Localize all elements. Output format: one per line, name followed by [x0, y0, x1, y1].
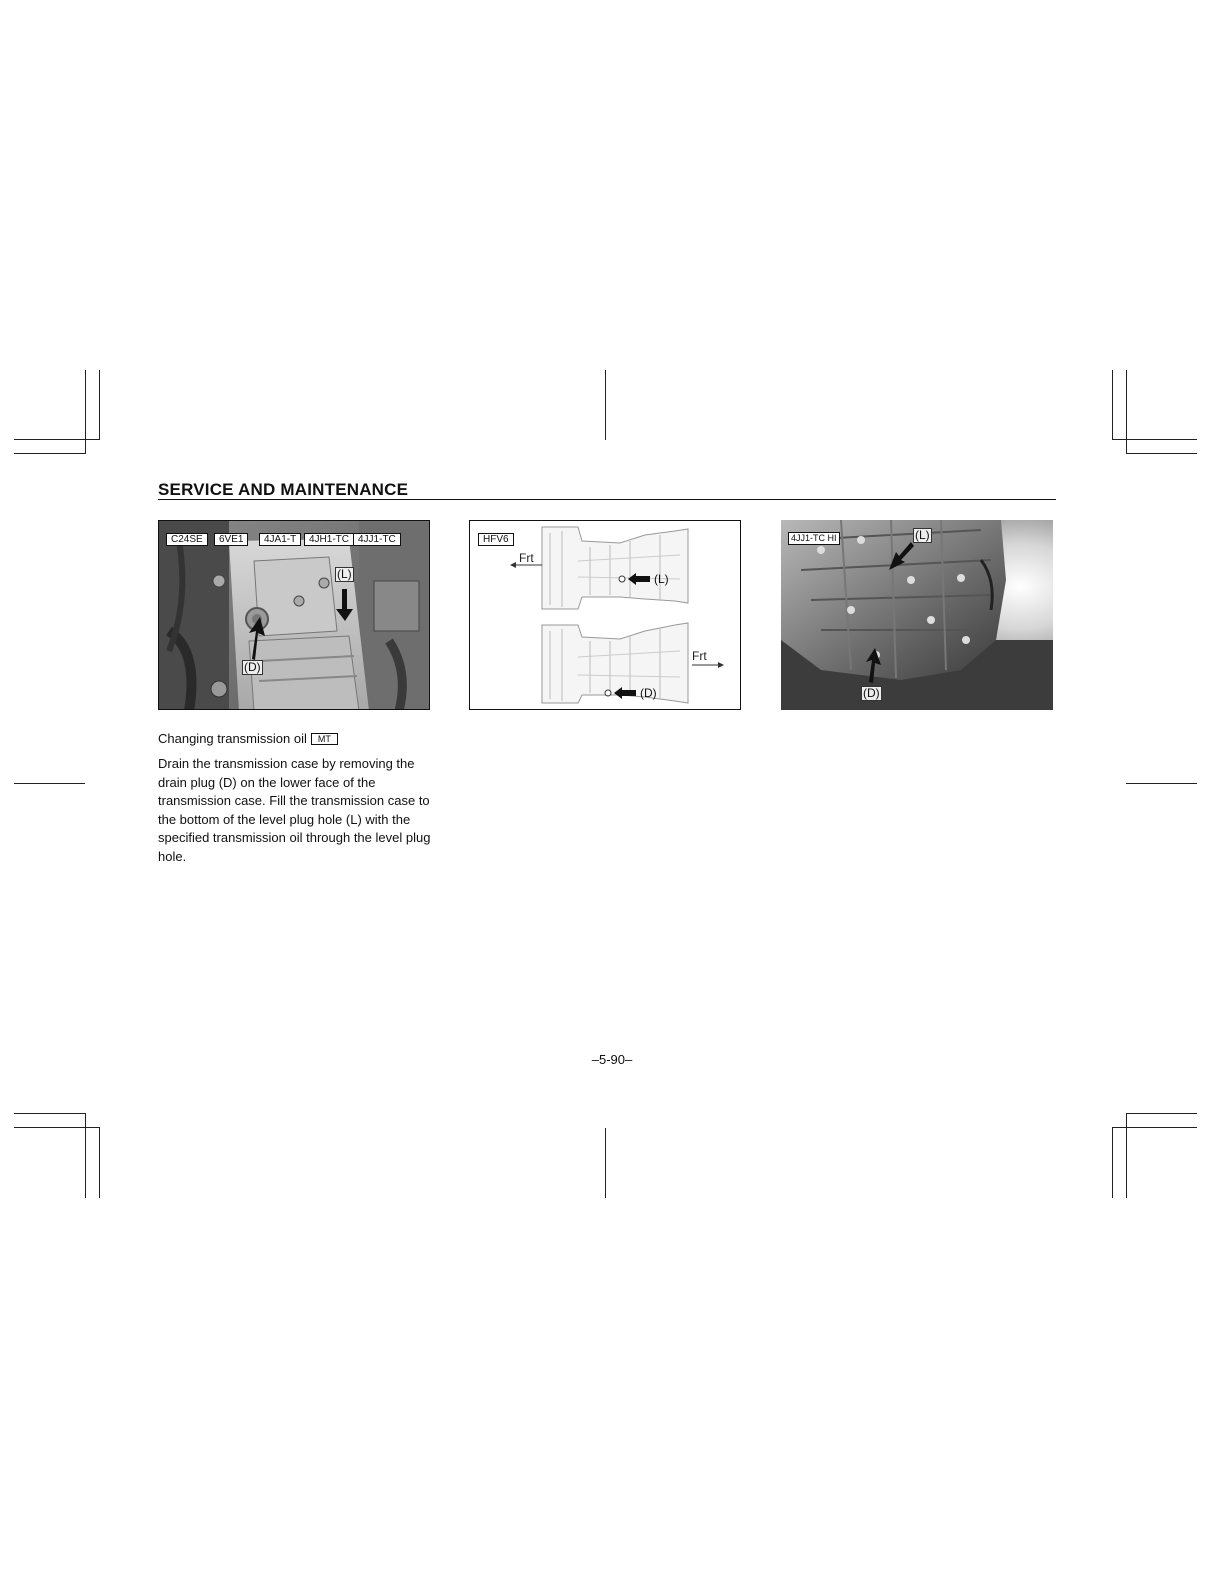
crop-mark [14, 1127, 99, 1128]
procedure-heading [158, 730, 438, 749]
crop-mark [14, 1113, 85, 1114]
crop-mark [605, 1128, 606, 1198]
transmission-drawing [470, 521, 741, 710]
crop-mark [99, 1127, 100, 1198]
crop-mark [14, 783, 85, 784]
transmission-render [781, 520, 1053, 710]
crop-mark [99, 370, 100, 440]
level-plug-callout: (L) [915, 528, 930, 542]
crop-mark [1112, 370, 1113, 440]
engine-tag: 4JJ1-TC [353, 533, 401, 546]
crop-mark [1126, 1113, 1127, 1198]
crop-mark [1126, 1113, 1197, 1114]
title-rule [158, 499, 1056, 500]
crop-mark [1126, 453, 1197, 454]
page-number: –5-90– [591, 1052, 633, 1067]
crop-mark [605, 370, 606, 440]
engine-tag: 4JJ1-TC HI [788, 532, 840, 545]
engine-tag: HFV6 [478, 533, 514, 546]
crop-mark [1126, 783, 1197, 784]
figure-engine-transmission [158, 520, 430, 710]
front-direction-label: Frt [519, 551, 534, 565]
drain-plug-callout: (D) [244, 660, 261, 674]
engine-tag: 6VE1 [214, 533, 248, 546]
figure-4jj1-transmission [781, 520, 1053, 710]
crop-mark [14, 439, 99, 440]
crop-mark [1126, 370, 1127, 454]
mt-badge: MT [311, 733, 338, 745]
engine-tag: C24SE [166, 533, 208, 546]
drain-plug-callout: (D) [640, 686, 657, 700]
crop-mark [85, 1113, 86, 1198]
crop-mark [14, 453, 85, 454]
level-plug-callout: (L) [337, 567, 352, 581]
crop-mark [85, 370, 86, 454]
crop-mark [1112, 1127, 1197, 1128]
procedure-paragraph: Drain the transmission case by removing the drain plug (D) on the lower face of the transmission case. Fill the transmission case to the bottom of the level plug hole (L) with the specified transmission oil through the level plug hole. [158, 756, 431, 864]
level-plug-callout: (L) [654, 572, 669, 586]
procedure-heading-text: Changing transmission oil [158, 731, 307, 746]
engine-tag: 4JH1-TC [304, 533, 354, 546]
engine-tag: 4JA1-T [259, 533, 301, 546]
section-title: SERVICE AND MAINTENANCE [158, 480, 409, 499]
figure-hfv6-transmission [469, 520, 741, 710]
crop-mark [1112, 439, 1197, 440]
drain-plug-callout: (D) [863, 686, 880, 700]
front-direction-label: Frt [692, 649, 707, 663]
crop-mark [1112, 1127, 1113, 1198]
transmission-photo [159, 521, 430, 710]
